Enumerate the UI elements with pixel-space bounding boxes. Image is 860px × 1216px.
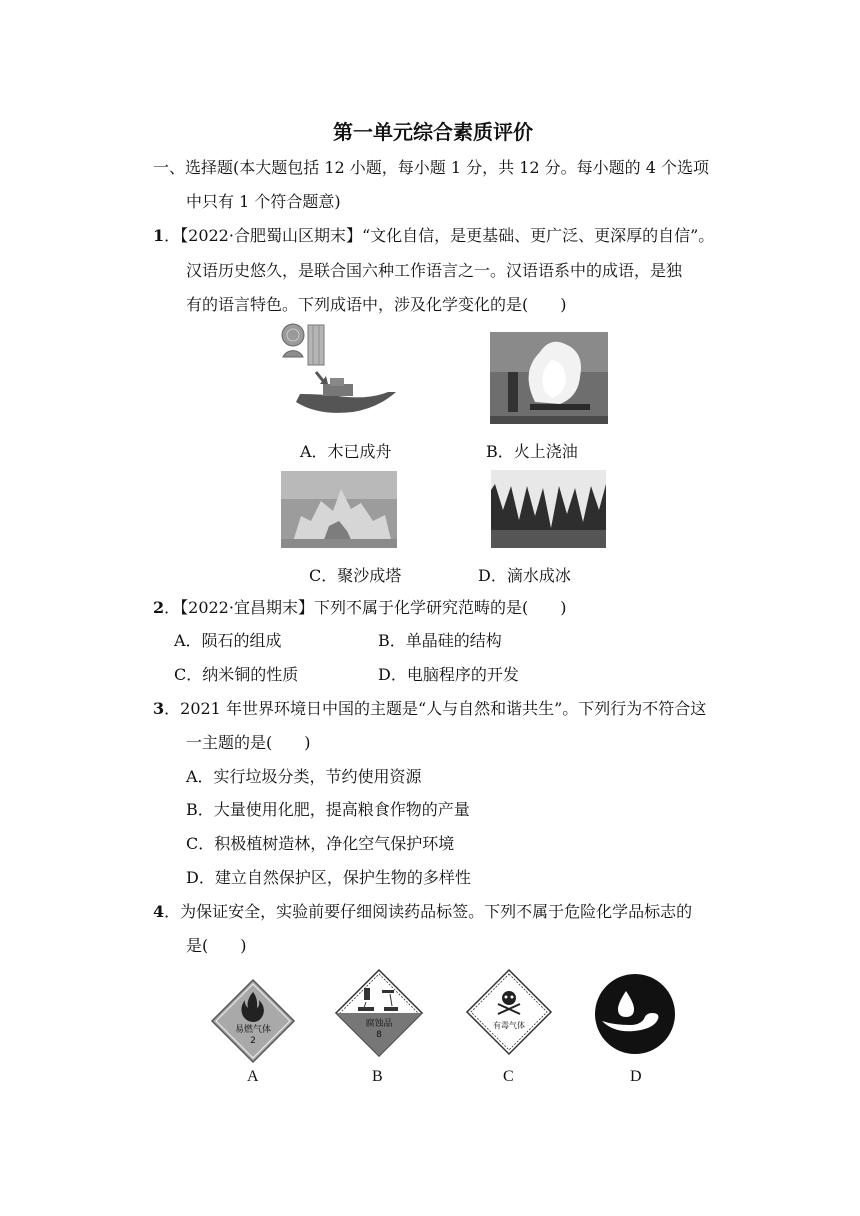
sign-b-letter: B	[372, 1068, 383, 1085]
question-1-number: 1	[153, 226, 165, 245]
option-c-label: C．聚沙成塔	[309, 566, 402, 585]
flammable-gas-sign-class: 2	[250, 1036, 256, 1046]
question-3-option-c: C．积极植树造林，净化空气保护环境	[186, 834, 455, 853]
question-2-option-b: B．单晶硅的结构	[378, 631, 502, 650]
question-2-option-d: D．电脑程序的开发	[378, 665, 519, 684]
corrosive-sign-text: 腐蚀品	[365, 1019, 393, 1029]
question-1-line2: 汉语历史悠久，是联合国六种工作语言之一。汉语语系中的成语，是独	[186, 261, 683, 280]
question-3-line1: 3．2021 年世界环境日中国的主题是“人与自然和谐共生”。下列行为不符合这	[153, 699, 707, 718]
question-3-option-b: B．大量使用化肥，提高粮食作物的产量	[186, 800, 470, 819]
corrosive-sign-class: 8	[376, 1030, 382, 1040]
question-4-line2: 是( )	[186, 936, 247, 955]
flammable-gas-sign	[210, 978, 296, 1064]
option-a-wood-boat-image	[278, 322, 400, 420]
option-d-icicles-image	[491, 470, 606, 548]
section-header-line2: 中只有 1 个符合题意)	[186, 192, 341, 211]
question-3-number: 3	[153, 699, 165, 718]
water-saving-sign	[594, 973, 676, 1055]
question-3-option-a: A．实行垃圾分类，节约使用资源	[186, 767, 422, 786]
question-2-line1: 2．【2022·宜昌期末】下列不属于化学研究范畴的是( )	[153, 598, 567, 617]
question-3-line2: 一主题的是( )	[186, 733, 311, 752]
section-header-line1: 一、选择题(本大题包括 12 小题，每小题 1 分，共 12 分。每小题的 4 个选项	[153, 158, 710, 177]
toxic-gas-sign	[465, 968, 553, 1056]
page-title: 第一单元综合素质评价	[333, 120, 533, 144]
question-2-option-a: A．陨石的组成	[174, 631, 282, 650]
question-1-line1: 1．【2022·合肥蜀山区期末】“文化自信，是更基础、更广泛、更深厚的自信”。	[153, 226, 715, 245]
sign-d-letter: D	[630, 1068, 642, 1085]
flammable-gas-sign-text: 易燃气体	[234, 1025, 271, 1035]
corrosive-sign	[334, 968, 424, 1058]
sign-c-letter: C	[503, 1068, 514, 1085]
toxic-gas-sign-text: 有毒气体	[493, 1021, 525, 1030]
option-a-label: A．木已成舟	[300, 442, 392, 461]
question-4-number: 4	[153, 902, 165, 921]
question-3-option-d: D．建立自然保护区，保护生物的多样性	[186, 868, 471, 887]
option-b-fire-image	[490, 332, 608, 424]
question-2-number: 2	[153, 598, 165, 617]
option-c-sand-castle-image	[281, 471, 397, 548]
question-4-line1: 4．为保证安全，实验前要仔细阅读药品标签。下列不属于危险化学品标志的	[153, 902, 693, 921]
question-2-option-c: C．纳米铜的性质	[174, 665, 299, 684]
sign-a-letter: A	[247, 1068, 259, 1085]
option-b-label: B．火上浇油	[486, 442, 578, 461]
option-d-label: D．滴水成冰	[478, 566, 571, 585]
question-1-line3: 有的语言特色。下列成语中，涉及化学变化的是( )	[186, 295, 567, 314]
